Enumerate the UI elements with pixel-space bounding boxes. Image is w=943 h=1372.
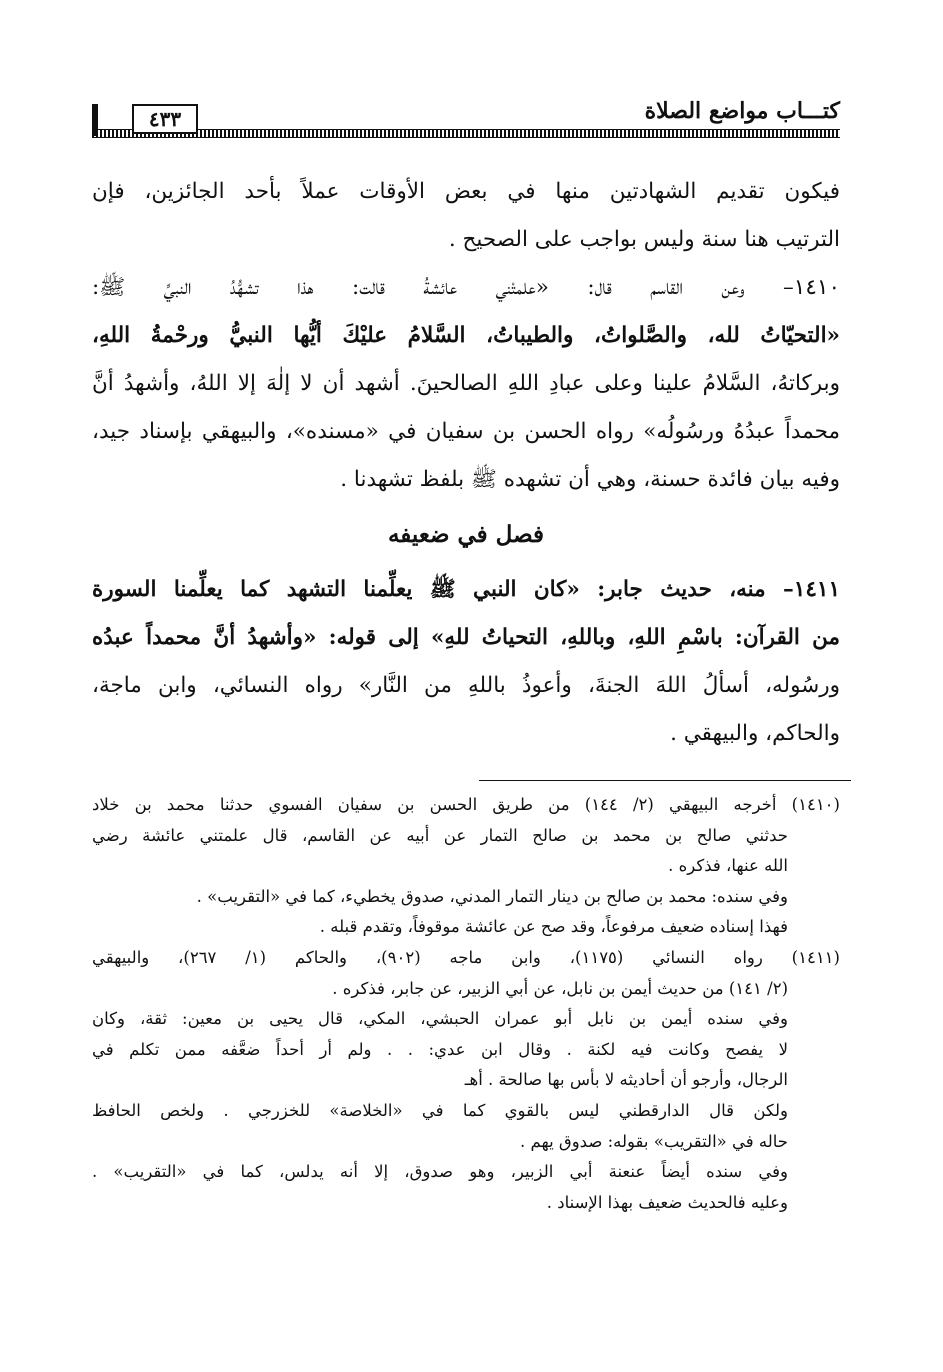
- header-end-bar: [92, 104, 98, 136]
- footnote-line: وفي سنده أيضاً عنعنة أبي الزبير، وهو صدوق، إلا أنه يدلس، كما في «التقريب» .: [92, 1162, 788, 1182]
- text-line: ١٤١٠– وعن القاسم قال: «علمتْني عائشةُ قالت: هذا تشهُّدُ النبيِّ ﷺ:: [92, 275, 840, 300]
- text-line: محمداً عبدُهُ ورسُولُه» رواه الحسن بن سفيان في «مسنده»، والبيهقي بإسناد جيد،: [92, 419, 840, 444]
- header-rule: [92, 129, 840, 138]
- footnote-line: حاله في «التقريب» بقوله: صدوق يهم .: [520, 1131, 788, 1151]
- footnote-line: فهذا إسناده ضعيف مرفوعاً، وقد صح عن عائشة موقوفاً، وتقدم قبله .: [319, 917, 788, 937]
- text-line: ١٤١١– منه، حديث جابر: «كان النبي ﷺ يعلِّمنا التشهد كما يعلِّمنا السورة: [92, 577, 840, 602]
- text-line: الترتيب هنا سنة وليس بواجب على الصحيح .: [448, 227, 840, 252]
- footnote-line: الرجال، وأرجو أن أحاديثه لا بأس بها صالحة . أهـ: [464, 1070, 788, 1090]
- text-line: ورسُوله، أسألُ اللهَ الجنةَ، وأعوذُ باللهِ من النَّار» رواه النسائي، وابن ماجة،: [92, 673, 840, 698]
- text-line: والحاكم، والبيهقي .: [670, 721, 840, 746]
- footnote-line: وفي سنده أيمن بن نابل أبو عمران الحبشي، المكي، قال يحيى بن معين: ثقة، وكان: [92, 1009, 788, 1029]
- footnote-line: وفي سنده: محمد بن صالح بن دينار التمار المدني، صدوق يخطيء، كما في «التقريب» .: [196, 886, 788, 906]
- footnote-separator: [479, 780, 851, 781]
- footnotes: [92, 790, 840, 1218]
- text-line: وفيه بيان فائدة حسنة، وهي أن تشهده ﷺ بلفظ تشهدنا .: [340, 467, 840, 492]
- footnote-line: الله عنها، فذكره .: [668, 856, 788, 876]
- footnote-line: حدثني صالح بن محمد بن صالح التمار عن أبيه عن القاسم، قال علمتني عائشة رضي: [92, 825, 788, 845]
- text-line: فيكون تقديم الشهادتين منها في بعض الأوقات عملاً بأحد الجائزين، فإن: [92, 179, 840, 204]
- footnote-line: (٢/ ١٤١) من حديث أيمن بن نابل، عن أبي الزبير، عن جابر، فذكره .: [332, 978, 788, 998]
- page-number: ٤٣٣: [132, 104, 198, 134]
- footnote-line: وعليه فالحديث ضعيف بهذا الإسناد .: [546, 1192, 788, 1212]
- text-line: «التحيّاتُ لله، والصَّلواتُ، والطيباتُ، السَّلامُ عليْكَ أيُّها النبيُّ ورحْمةُ اللهِ،: [92, 323, 840, 348]
- text-line: من القرآن: باسْمِ اللهِ، وباللهِ، التحياتُ للهِ» إلى قوله: «وأشهدُ أنَّ محمداً عبدُه: [92, 625, 840, 650]
- text-line: وبركاتهُ، السَّلامُ علينا وعلى عبادِ اللهِ الصالحينَ. أشهد أن لا إلٰهَ إلا اللهُ، وأشهدُ أنَّ: [92, 371, 840, 396]
- section-heading: فصل في ضعيفه: [387, 521, 545, 548]
- main-text: [92, 168, 840, 758]
- footnote-line: (١٤١٠) أخرجه البيهقي (٢/ ١٤٤) من طريق الحسن بن سفيان الفسوي حدثنا محمد بن خلاد: [92, 795, 840, 814]
- page-header: [92, 96, 840, 142]
- footnote-line: لا يفصح وكانت فيه لكنة . وقال ابن عدي: . . ولم أر أحداً ضعَّفه ممن تكلم في: [92, 1039, 788, 1059]
- footnote-line: ولكن قال الدارقطني ليس بالقوي كما في «الخلاصة» للخزرجي . ولخص الحافظ: [92, 1100, 788, 1120]
- footnote-line: (١٤١١) رواه النسائي (١١٧٥)، وابن ماجه (٩٠٢)، والحاكم (١/ ٢٦٧)، والبيهقي: [92, 947, 840, 967]
- book-title: كتـــاب مواضع الصلاة: [644, 98, 840, 124]
